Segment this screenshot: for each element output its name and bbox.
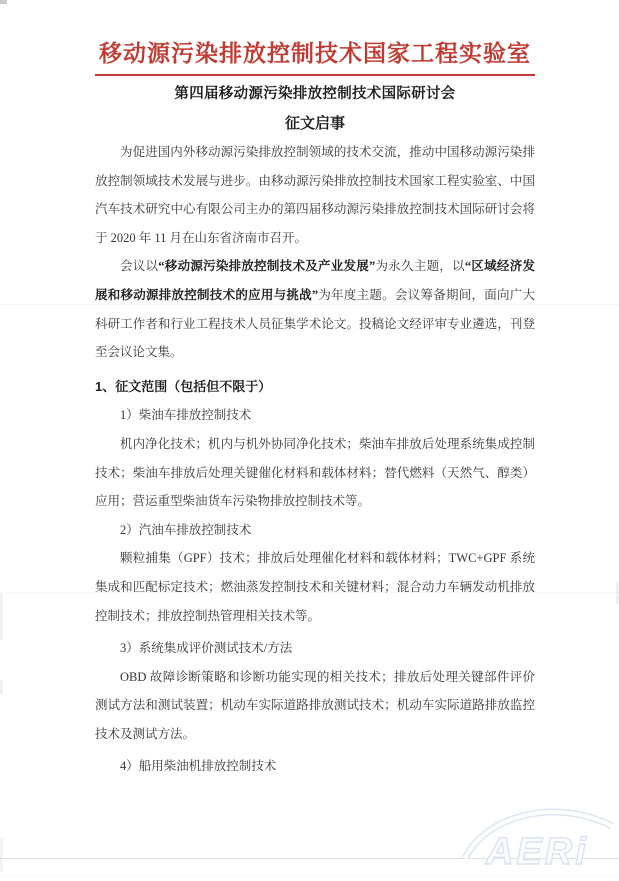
permanent-theme: “移动源污染排放控制技术及产业发展” bbox=[158, 259, 376, 274]
theme-prefix: 会议以 bbox=[120, 259, 159, 274]
theme-suffix: 为年度主题。会议筹备期间，面向广大科研工作者和行业工程技术人员征集学术论文。投稿论文经评审专业遴选，刊登至会议论文集。 bbox=[95, 287, 535, 360]
scope-item-title-2: 2）汽油车排放控制技术 bbox=[120, 522, 252, 537]
scope-item-title-4: 4）船用柴油机排放控制技术 bbox=[120, 759, 277, 774]
conference-title: 第四届移动源污染排放控制技术国际研讨会 bbox=[174, 86, 456, 102]
scope-item-body-2: 颗粒捕集（GPF）技术；排放后处理催化材料和载体材料；TWC+GPF 系统集成和匹配标定技术；燃油蒸发控制技术和关键材料；混合动力车辆发动机排放控制技术；排放控制热管理相关技术等。 bbox=[95, 551, 535, 623]
aeri-logo-watermark bbox=[460, 796, 616, 874]
scan-line-artifact bbox=[0, 875, 619, 876]
scan-edge-artifact bbox=[0, 680, 3, 694]
scan-edge-artifact bbox=[0, 594, 3, 640]
annual-theme: “区域经济发展和移动源排放控制技术的应用与挑战” bbox=[95, 259, 535, 302]
lab-title: 移动源污染排放控制技术国家工程实验室 bbox=[95, 38, 535, 76]
scan-corner-artifact bbox=[0, 0, 7, 4]
scope-heading: 1、征文范围（包括但不限于） bbox=[95, 378, 272, 394]
document-content bbox=[95, 38, 535, 781]
scope-item-body-1: 机内净化技术；机内与机外协同净化技术；柴油车排放后处理系统集成控制技术；柴油车排放后处理关键催化材料和载体材料；替代燃料（天然气、醇类）应用；营运重型柴油货车污染物排放控制技术等。 bbox=[95, 436, 535, 509]
scope-item-title-3: 3）系统集成评价测试技术/方法 bbox=[120, 641, 293, 656]
theme-middle: 为永久主题，以 bbox=[375, 259, 465, 274]
scan-edge-artifact bbox=[0, 838, 3, 872]
notice-title: 征文启事 bbox=[284, 115, 345, 132]
intro-paragraph: 为促进国内外移动源污染排放控制领域的技术交流，推动中国移动源污染排放控制领域技术发展与进步。由移动源污染排放控制技术国家工程实验室、中国汽车技术研究中心有限公司主办的第四届移动源污染排放控制技术国际研讨会将于 2020 年 11 月在山东省济南市召开。 bbox=[95, 145, 535, 245]
logo-text: AERi bbox=[486, 831, 589, 873]
theme-paragraph bbox=[95, 252, 535, 366]
scope-item-title-1: 1）柴油车排放控制技术 bbox=[120, 408, 252, 423]
scope-item-body-3: OBD 故障诊断策略和诊断功能实现的相关技术；排放后处理关键部件评价测试方法和测试装置；机动车实际道路排放测试技术；机动车实际道路排放监控技术及测试方法。 bbox=[95, 669, 535, 741]
